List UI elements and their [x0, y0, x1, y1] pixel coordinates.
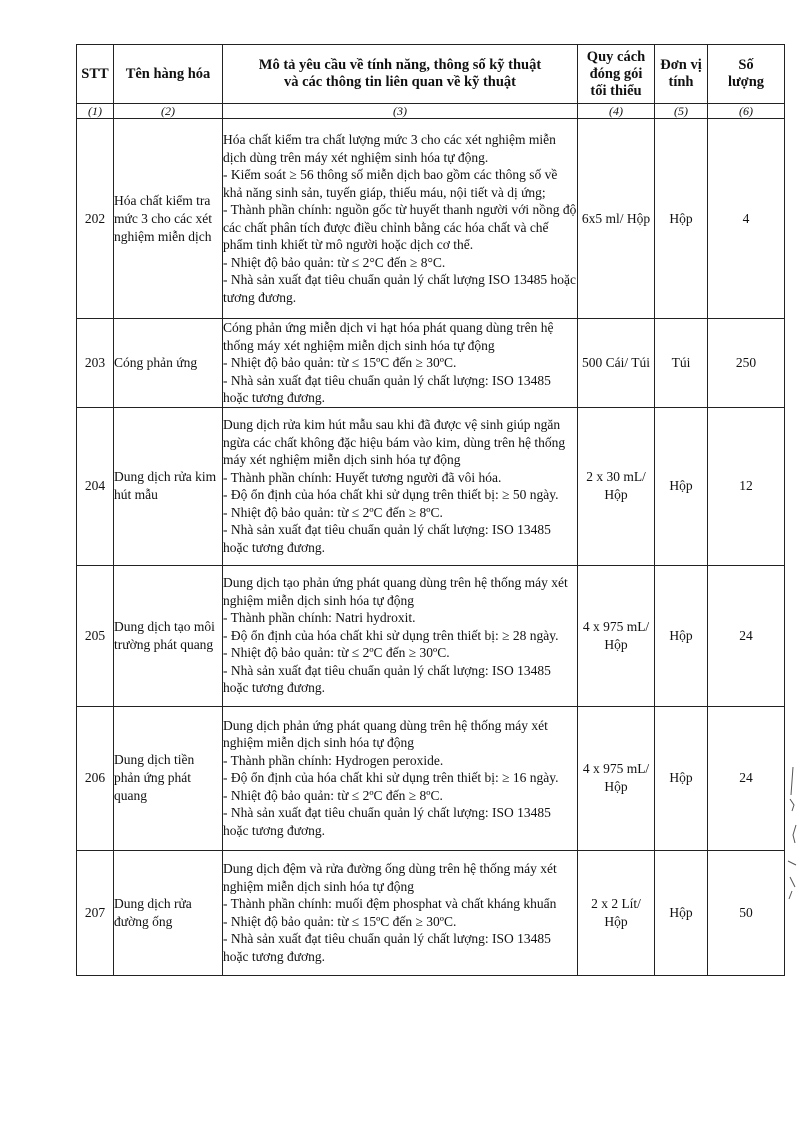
row-description [223, 565, 578, 706]
row-item-name: Dung dịch tạo môi trường phát quang [114, 565, 223, 706]
row-item-name: Cóng phản ứng [114, 319, 223, 408]
header-packaging-line: tối thiểu [590, 82, 642, 99]
column-number: (2) [114, 104, 223, 119]
specification-table [76, 44, 785, 976]
header-description [223, 45, 578, 104]
description-line: - Thành phần chính: Natri hydroxit. [223, 610, 416, 626]
description-line: - Nhiệt độ bảo quản: từ ≤ 2°C đến ≥ 8°C. [223, 254, 446, 270]
margin-signature-mark [784, 765, 798, 905]
row-packaging: 2 x 2 Lít/ Hộp [578, 850, 655, 975]
column-number: (3) [223, 104, 578, 119]
row-description [223, 119, 578, 319]
description-line: - Kiểm soát ≥ 56 thông số miễn dịch bao gồm các thông số về khả năng sinh sản, tuyến giáp, thiếu máu, nội tiết và dị ứng; [223, 167, 558, 200]
description-line: Cóng phản ứng miễn dịch vi hạt hóa phát quang dùng trên hệ thống máy xét nghiệm miễn dịch sinh hóa tự động [223, 320, 554, 353]
description-line: - Thành phần chính: nguồn gốc từ huyết thanh người với nồng độ các chất phân tích được điều chỉnh bằng các hóa chất và chế phẩm tinh khiết từ mô người hoặc dịch cơ thể. [223, 202, 577, 252]
row-packaging: 4 x 975 mL/ Hộp [578, 565, 655, 706]
row-item-name: Dung dịch rửa kim hút mẫu [114, 407, 223, 565]
row-quantity: 12 [708, 407, 785, 565]
description-line: - Độ ổn định của hóa chất khi sử dụng trên thiết bị: ≥ 16 ngày. [223, 770, 559, 786]
row-stt: 207 [77, 850, 114, 975]
description-line: - Nhà sản xuất đạt tiêu chuẩn quản lý chất lượng: ISO 13485 hoặc tương đương. [223, 931, 551, 964]
description-line: Dung dịch rửa kim hút mẫu sau khi đã được vệ sinh giúp ngăn ngừa các chất không đặc hiệu bám vào kim, dùng trên hệ thống máy xét nghiệm miễn dịch sinh hóa tự động [223, 417, 566, 467]
row-description [223, 706, 578, 850]
row-unit: Hộp [655, 565, 708, 706]
header-row [77, 45, 785, 104]
description-line: - Độ ổn định của hóa chất khi sử dụng trên thiết bị: ≥ 28 ngày. [223, 627, 559, 643]
row-unit: Hộp [655, 407, 708, 565]
row-quantity: 250 [708, 319, 785, 408]
row-quantity: 4 [708, 119, 785, 319]
header-unit-line: tính [668, 74, 694, 90]
row-unit: Túi [655, 319, 708, 408]
row-quantity: 50 [708, 850, 785, 975]
header-packaging [578, 45, 655, 104]
description-line: - Nhà sản xuất đạt tiêu chuẩn quản lý chất lượng ISO 13485 hoặc tương đương. [223, 272, 576, 305]
column-number: (5) [655, 104, 708, 119]
row-unit: Hộp [655, 706, 708, 850]
row-packaging: 6x5 ml/ Hộp [578, 119, 655, 319]
header-unit-line: Đơn vị [660, 57, 702, 73]
column-number: (4) [578, 104, 655, 119]
header-name: Tên hàng hóa [114, 45, 223, 104]
row-description [223, 407, 578, 565]
row-stt: 206 [77, 706, 114, 850]
row-unit: Hộp [655, 850, 708, 975]
description-line: - Thành phần chính: muối đệm phosphat và chất kháng khuẩn [223, 896, 557, 911]
row-stt: 202 [77, 119, 114, 319]
header-packaging-line: đóng gói [589, 65, 643, 82]
row-unit: Hộp [655, 119, 708, 319]
description-line: - Nhiệt độ bảo quản: từ ≤ 15ºC đến ≥ 30ºC. [223, 913, 457, 929]
description-line: - Thành phần chính: Hydrogen peroxide. [223, 752, 444, 768]
table-row [77, 319, 785, 408]
description-line: - Nhà sản xuất đạt tiêu chuẩn quản lý chất lượng: ISO 13485 hoặc tương đương. [223, 662, 551, 696]
table-row [77, 119, 785, 319]
header-quantity-line: lượng [727, 74, 765, 90]
row-packaging: 4 x 975 mL/ Hộp [578, 706, 655, 850]
row-quantity: 24 [708, 565, 785, 706]
header-quantity [708, 45, 785, 104]
description-line: - Nhiệt độ bảo quản: từ ≤ 2ºC đến ≥ 8ºC. [223, 787, 443, 803]
row-quantity: 24 [708, 706, 785, 850]
column-number-row [77, 104, 785, 119]
description-line: - Nhà sản xuất đạt tiêu chuẩn quản lý chất lượng: ISO 13485 hoặc tương đương. [223, 522, 551, 555]
row-description [223, 319, 578, 408]
row-packaging: 2 x 30 mL/ Hộp [578, 407, 655, 565]
header-unit [655, 45, 708, 104]
row-stt: 203 [77, 319, 114, 408]
table-row [77, 850, 785, 975]
row-item-name: Hóa chất kiểm tra mức 3 cho các xét nghiệm miễn dịch [114, 119, 223, 319]
description-line: - Nhà sản xuất đạt tiêu chuẩn quản lý chất lượng: ISO 13485 hoặc tương đương. [223, 372, 551, 405]
description-line: Dung dịch tạo phản ứng phát quang dùng trên hệ thống máy xét nghiệm miễn dịch sinh hóa tự động [223, 575, 568, 608]
row-stt: 204 [77, 407, 114, 565]
column-number: (1) [77, 104, 114, 119]
row-item-name: Dung dịch rửa đường ống [114, 850, 223, 975]
description-line: - Nhiệt độ bảo quản: từ ≤ 15ºC đến ≥ 30ºC. [223, 355, 457, 370]
description-line: - Thành phần chính: Huyết tương người đã vôi hóa. [223, 469, 502, 485]
header-packaging-line: Quy cách [586, 48, 646, 65]
description-line: Hóa chất kiểm tra chất lượng mức 3 cho các xét nghiệm miễn dịch dùng trên máy xét nghiệm sinh hóa tự động. [223, 132, 556, 165]
table-row [77, 565, 785, 706]
description-line: - Nhà sản xuất đạt tiêu chuẩn quản lý chất lượng: ISO 13485 hoặc tương đương. [223, 805, 551, 838]
table-row [77, 706, 785, 850]
row-description [223, 850, 578, 975]
description-line: - Nhiệt độ bảo quản: từ ≤ 2ºC đến ≥ 30ºC. [223, 645, 450, 661]
header-description-line: Mô tả yêu cầu về tính năng, thông số kỹ thuật [258, 57, 542, 73]
description-line: Dung dịch phản ứng phát quang dùng trên hệ thống máy xét nghiệm miễn dịch sinh hóa tự động [223, 717, 548, 751]
description-line: - Độ ổn định của hóa chất khi sử dụng trên thiết bị: ≥ 50 ngày. [223, 487, 559, 502]
header-description-line: và các thông tin liên quan về kỹ thuật [283, 74, 517, 90]
description-line: Dung dịch đệm và rửa đường ống dùng trên hệ thống máy xét nghiệm miễn dịch sinh hóa tự động [223, 861, 557, 894]
row-item-name: Dung dịch tiền phản ứng phát quang [114, 706, 223, 850]
column-number: (6) [708, 104, 785, 119]
table-row [77, 407, 785, 565]
row-stt: 205 [77, 565, 114, 706]
description-line: - Nhiệt độ bảo quản: từ ≤ 2ºC đến ≥ 8ºC. [223, 504, 443, 520]
header-stt: STT [77, 45, 114, 104]
row-packaging: 500 Cái/ Túi [578, 319, 655, 408]
header-quantity-line: Số [738, 57, 754, 73]
